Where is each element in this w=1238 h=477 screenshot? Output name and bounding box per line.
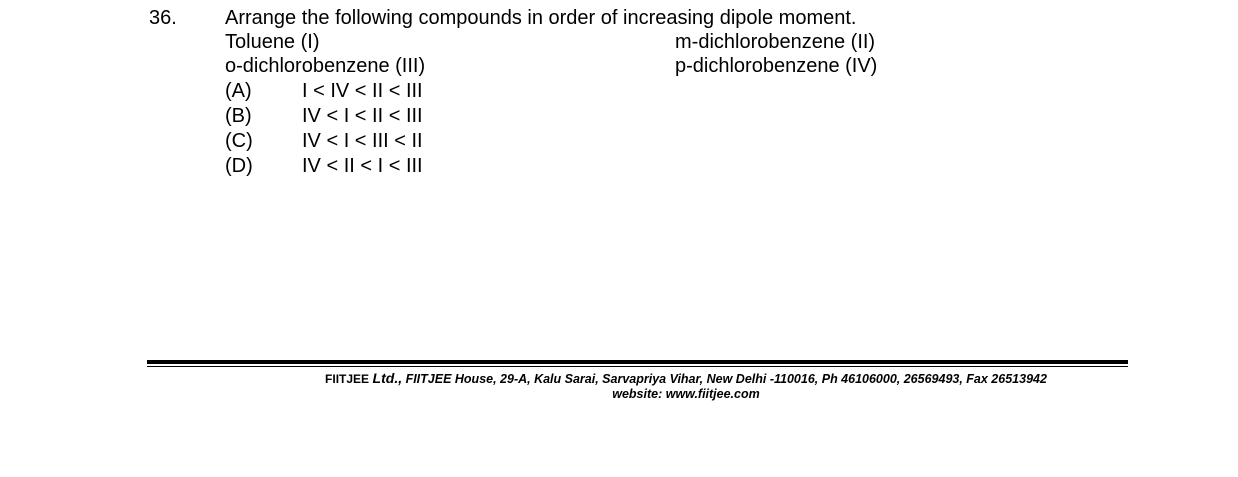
compound-item: o-dichlorobenzene (III) — [225, 55, 426, 77]
footer-website: website: www.fiitjee.com — [612, 387, 760, 401]
option-label: (B) — [225, 105, 252, 127]
footer-address: FIITJEE House, 29-A, Kalu Sarai, Sarvapriya Vihar, New Delhi -110016, Ph 46106000, 26569493, Fax 26513942 — [405, 372, 1047, 386]
footer-brand: FIITJEE — [325, 372, 370, 386]
question-number: 36. — [149, 7, 177, 29]
option-label: (D) — [225, 155, 253, 177]
question-stem: Arrange the following compounds in order of increasing dipole moment. — [225, 7, 857, 29]
footer-rule-thick — [147, 360, 1128, 364]
compound-item: Toluene (I) — [225, 31, 320, 53]
compound-item: p-dichlorobenzene (IV) — [675, 55, 878, 77]
compound-item: m-dichlorobenzene (II) — [675, 31, 876, 53]
option-text: IV < II < I < III — [302, 155, 423, 177]
option-label: (C) — [225, 130, 253, 152]
option-label: (A) — [225, 80, 252, 102]
footer-ltd: Ltd., — [372, 370, 403, 386]
option-text: I < IV < II < III — [302, 80, 423, 102]
footer — [147, 371, 1225, 402]
footer-rule-thin — [147, 366, 1128, 367]
footer-address-line — [147, 371, 1225, 387]
option-text: IV < I < III < II — [302, 130, 423, 152]
option-text: IV < I < II < III — [302, 105, 423, 127]
